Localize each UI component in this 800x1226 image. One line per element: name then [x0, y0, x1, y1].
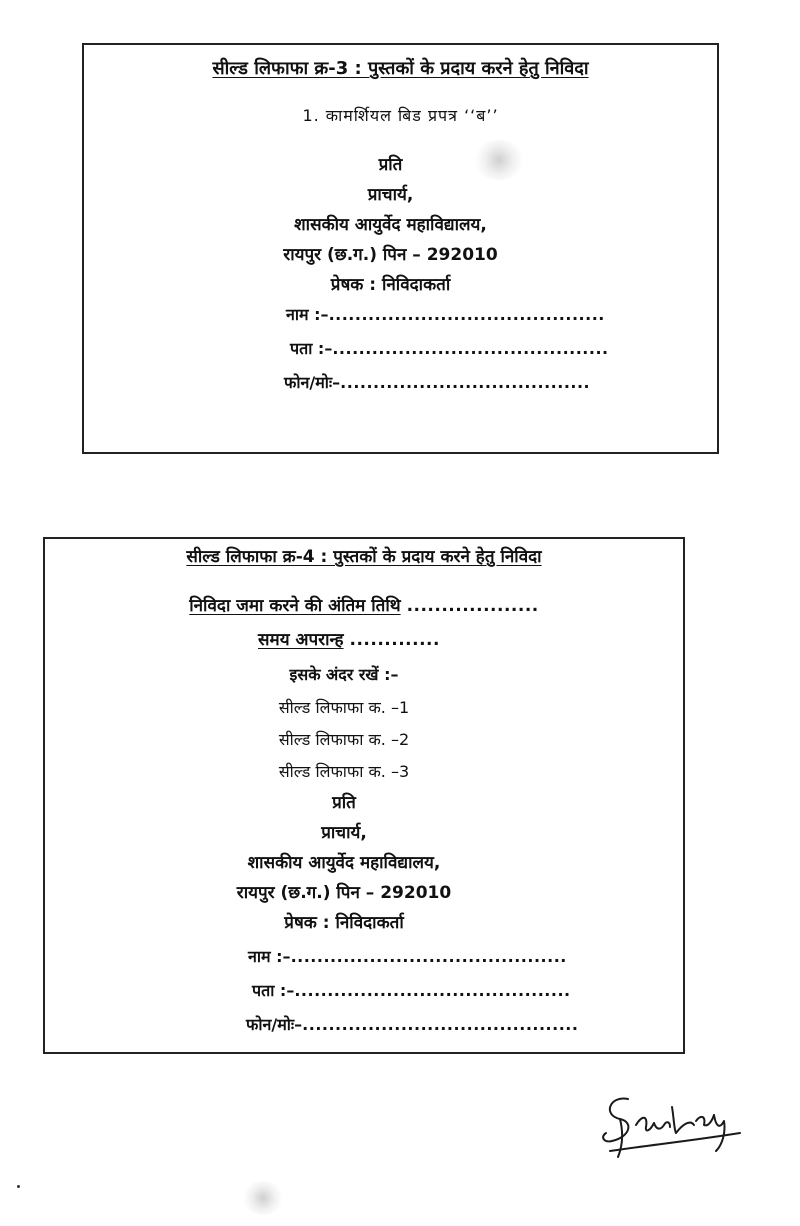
envelope-3-institution: शासकीय आयुर्वेद महाविद्यालय,	[294, 215, 487, 235]
scan-smudge	[474, 140, 524, 180]
envelope-4-address-label: पता :–	[252, 981, 295, 1000]
envelope-4-institution: शासकीय आयुर्वेद महाविद्यालय,	[247, 853, 441, 873]
envelope-3-phone-dots: ......................................	[340, 373, 591, 392]
scan-speck	[17, 1185, 20, 1188]
envelope-3-to: प्रति	[378, 155, 403, 175]
envelope-4-phone-field	[246, 1013, 578, 1037]
envelope-3-name-label: नाम :–	[286, 305, 329, 324]
envelope-4-name-label: नाम :–	[248, 947, 291, 966]
envelope-4-time-dots: .............	[349, 630, 440, 650]
envelope-3-address-label: पता :–	[290, 339, 333, 358]
envelope-3-address-field	[290, 337, 609, 361]
sealed-envelope-4-label	[43, 537, 685, 1054]
handwritten-signature	[590, 1085, 750, 1165]
scan-smudge	[243, 1181, 283, 1215]
envelope-3-name-field	[286, 303, 605, 327]
envelope-3-title: सील्ड लिफाफा क्र-3 : पुस्तकों के प्रदाय करने हेतु निविदा	[212, 58, 589, 79]
envelope-3-phone-label: फोन/मोः–	[284, 373, 341, 392]
envelope-4-city: रायपुर (छ.ग.) पिन – 292010	[236, 883, 452, 903]
envelope-4-phone-label: फोन/मोः–	[246, 1015, 303, 1034]
envelope-4-keep-inside: इसके अंदर रखें :–	[289, 665, 399, 684]
envelope-4-deadline-dots: ...................	[406, 596, 539, 616]
envelope-4-name-field	[248, 945, 567, 969]
envelope-4-sender: प्रेषक : निविदाकर्ता	[284, 913, 404, 933]
sealed-envelope-3-label	[82, 43, 719, 454]
envelope-4-sealed-1: सील्ड लिफाफा क. –1	[278, 698, 410, 717]
envelope-4-addressee: प्राचार्य,	[321, 823, 367, 843]
envelope-3-address-dots: ..........................................	[332, 339, 609, 358]
envelope-3-city: रायपुर (छ.ग.) पिन – 292010	[283, 245, 498, 265]
envelope-4-address-dots: ..........................................	[294, 981, 571, 1000]
envelope-4-deadline-label: निविदा जमा करने की अंतिम तिथि	[189, 596, 401, 616]
envelope-3-sender: प्रेषक : निविदाकर्ता	[330, 275, 451, 295]
envelope-4-title: सील्ड लिफाफा क्र-4 : पुस्तकों के प्रदाय करने हेतु निविदा	[186, 547, 542, 567]
envelope-4-address-field	[252, 979, 571, 1003]
envelope-3-subtitle: 1. कामर्शियल बिड प्रपत्र ‘‘ब’’	[302, 106, 499, 125]
envelope-3-addressee: प्राचार्य,	[367, 185, 414, 205]
envelope-4-time	[15, 628, 683, 652]
envelope-4-sealed-2: सील्ड लिफाफा क. –2	[278, 730, 410, 749]
envelope-4-sealed-3: सील्ड लिफाफा क. –3	[278, 762, 410, 781]
envelope-4-time-label: समय अपरान्ह	[258, 630, 344, 650]
envelope-4-deadline	[45, 594, 683, 618]
envelope-3-name-dots: ..........................................	[328, 305, 605, 324]
envelope-4-phone-dots: ..........................................	[302, 1015, 579, 1034]
envelope-4-name-dots: ..........................................	[290, 947, 567, 966]
envelope-4-to: प्रति	[332, 793, 356, 813]
envelope-3-phone-field	[284, 371, 590, 395]
